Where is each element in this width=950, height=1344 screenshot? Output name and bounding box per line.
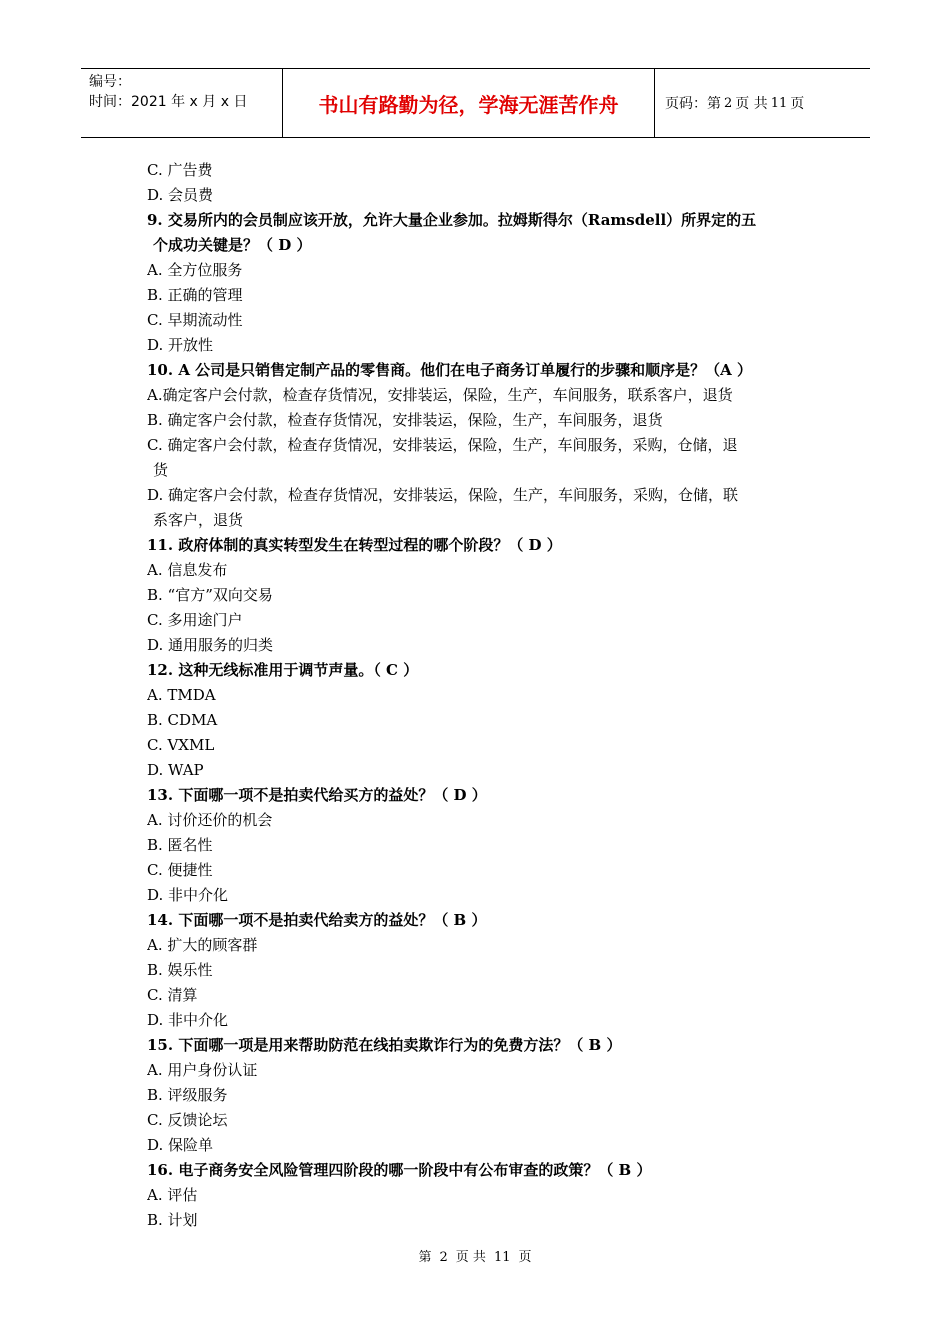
footer-suffix: 页 bbox=[518, 1250, 532, 1265]
option-line-cont: 货 bbox=[153, 461, 169, 479]
option-line: A. 讨价还价的机会 bbox=[147, 811, 273, 829]
option-line: D. 通用服务的归类 bbox=[147, 636, 274, 654]
option-line: B. 正确的管理 bbox=[147, 286, 243, 304]
option-line: D. 会员费 bbox=[147, 186, 214, 204]
option-line: B. 评级服务 bbox=[147, 1086, 228, 1104]
option-line: B. 计划 bbox=[147, 1211, 198, 1229]
option-line: B. CDMA bbox=[147, 711, 218, 729]
option-line: A. 全方位服务 bbox=[147, 261, 243, 279]
option-line: C. 反馈论坛 bbox=[147, 1111, 228, 1129]
option-line: C. 确定客户会付款，检查存货情况，安排装运，保险，生产，车间服务，采购，仓储，退 bbox=[147, 436, 738, 454]
page-suffix: 页 bbox=[790, 96, 805, 112]
question-line: 14. 下面哪一项不是拍卖代给卖方的益处？（ B ） bbox=[147, 911, 487, 929]
footer-mid: 页 共 bbox=[455, 1250, 486, 1265]
option-line: B. 确定客户会付款，检查存货情况，安排装运，保险，生产，车间服务，退货 bbox=[147, 411, 663, 429]
option-line: A. 信息发布 bbox=[147, 561, 228, 579]
header-meta bbox=[81, 69, 282, 137]
option-line: D. WAP bbox=[147, 761, 204, 779]
option-line-cont: 系客户，退货 bbox=[153, 511, 244, 529]
option-line: D. 非中介化 bbox=[147, 886, 229, 904]
question-line: 13. 下面哪一项不是拍卖代给买方的益处？（ D ） bbox=[147, 786, 487, 804]
option-line: B. 匿名性 bbox=[147, 836, 213, 854]
option-line: C. 早期流动性 bbox=[147, 311, 243, 329]
document-body bbox=[147, 158, 812, 1233]
option-line: A. 扩大的顾客群 bbox=[147, 936, 258, 954]
time-label: 时间：2021 年 x 月 x 日 bbox=[89, 94, 248, 110]
footer-prefix: 第 bbox=[418, 1250, 432, 1265]
option-line: C. VXML bbox=[147, 736, 215, 754]
code-label: 编号： bbox=[89, 74, 131, 90]
page-total: 11 bbox=[770, 95, 788, 111]
option-line: B. “官方”双向交易 bbox=[147, 586, 273, 604]
option-line: A.确定客户会付款，检查存货情况，安排装运，保险，生产，车间服务，联系客户，退货 bbox=[147, 386, 733, 404]
question-line: 12. 这种无线标准用于调节声量。（ C ） bbox=[147, 661, 419, 679]
page-prefix: 页码：第 bbox=[665, 96, 721, 112]
option-line: C. 广告费 bbox=[147, 161, 213, 179]
footer-page-number: 2 bbox=[439, 1250, 448, 1265]
question-line-cont: 个成功关键是？（ D ） bbox=[153, 236, 312, 254]
question-line: 11. 政府体制的真实转型发生在转型过程的哪个阶段？（ D ） bbox=[147, 536, 562, 554]
option-line: C. 便捷性 bbox=[147, 861, 213, 879]
option-line: D. 非中介化 bbox=[147, 1011, 229, 1029]
option-line: C. 多用途门户 bbox=[147, 611, 243, 629]
option-line: D. 保险单 bbox=[147, 1136, 214, 1154]
question-line: 10. A 公司是只销售定制产品的零售商。他们在电子商务订单履行的步骤和顺序是？（A ） bbox=[147, 361, 753, 379]
page-header bbox=[81, 68, 870, 138]
option-line: A. 用户身份认证 bbox=[147, 1061, 258, 1079]
page-number: 2 bbox=[724, 95, 733, 111]
option-line: A. TMDA bbox=[147, 686, 216, 704]
option-line: B. 娱乐性 bbox=[147, 961, 213, 979]
page-mid: 页 共 bbox=[735, 96, 768, 112]
question-line: 16. 电子商务安全风险管理四阶段的哪一阶段中有公布审查的政策？（ B ） bbox=[147, 1161, 652, 1179]
header-page-info bbox=[655, 69, 870, 137]
footer-page-total: 11 bbox=[493, 1250, 511, 1265]
option-line: C. 清算 bbox=[147, 986, 198, 1004]
option-line: D. 确定客户会付款，检查存货情况，安排装运，保险，生产，车间服务，采购，仓储，联 bbox=[147, 486, 739, 504]
question-line: 15. 下面哪一项是用来帮助防范在线拍卖欺诈行为的免费方法？（ B ） bbox=[147, 1036, 622, 1054]
option-line: A. 评估 bbox=[147, 1186, 198, 1204]
page-footer bbox=[0, 1246, 950, 1265]
header-motto: 书山有路勤为径，学海无涯苦作舟 bbox=[282, 69, 655, 137]
question-line: 9. 交易所内的会员制应该开放，允许大量企业参加。拉姆斯得尔（Ramsdell）所界定的五 bbox=[147, 211, 757, 229]
option-line: D. 开放性 bbox=[147, 336, 214, 354]
